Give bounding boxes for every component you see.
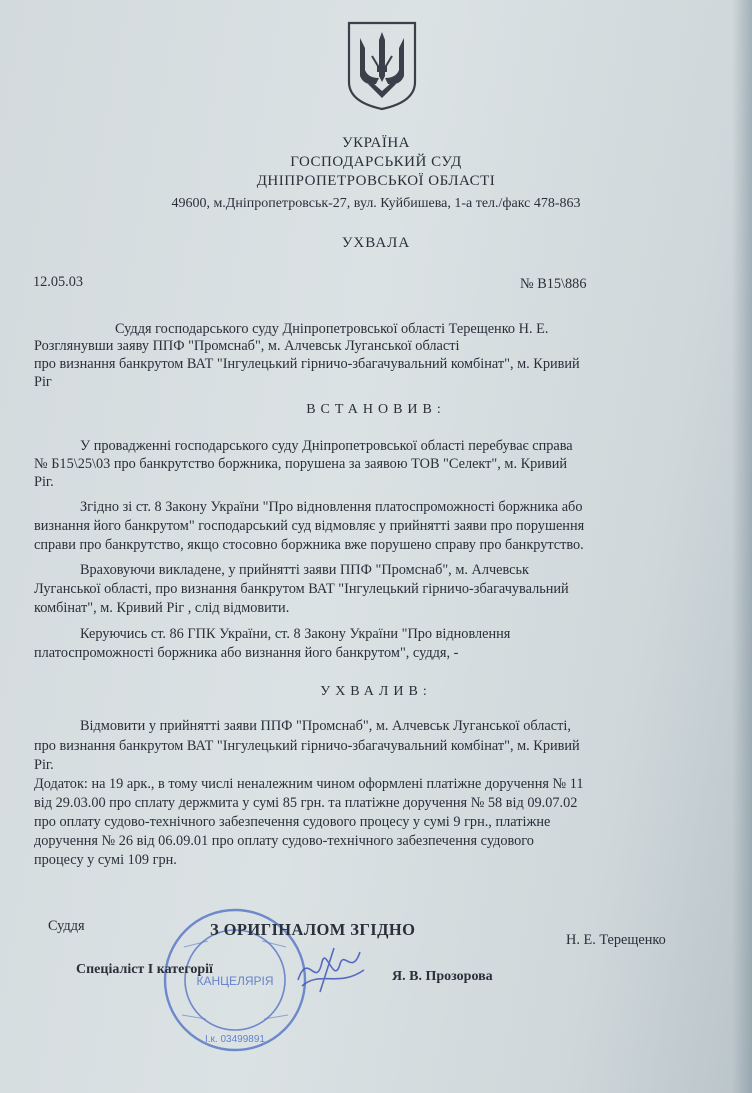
body-line: доручення № 26 від 06.09.01 про оплату судово-технічного забезпечення судового <box>34 833 534 849</box>
body-line: Ріг. <box>34 474 54 490</box>
body-line: Згідно зі ст. 8 Закону України "Про відновлення платоспроможності боржника або <box>80 499 583 515</box>
intro-line: Ріг <box>34 374 52 390</box>
heading-established: ВСТАНОВИВ: <box>306 402 446 417</box>
judge-label: Суддя <box>48 918 85 934</box>
body-line: Враховуючи викладене, у прийнятті заяви ППФ "Промснаб", м. Алчевськ <box>80 562 529 578</box>
document-title: УХВАЛА <box>341 235 411 251</box>
intro-line: Суддя господарського суду Дніпропетровської області Терещенко Н. Е. <box>115 321 549 337</box>
body-line: Відмовити у прийнятті заяви ППФ "Промснаб", м. Алчевськ Луганської області, <box>80 718 571 734</box>
signature-scribble <box>290 940 370 1000</box>
body-line: визнання його банкрутом" господарський суд відмовляє у прийнятті заяви про порушення <box>34 518 585 534</box>
specialist-name: Я. В. Прозорова <box>392 969 493 984</box>
document-date: 12.05.03 <box>33 274 84 290</box>
intro-line: про визнання банкрутом ВАТ "Інгулецький гірничо-збагачувальний комбінат", м. Кривий <box>34 356 580 372</box>
header-address: 49600, м.Дніпропетровськ-27, вул. Куйбишева, 1-а тел./факс 478-863 <box>171 196 581 211</box>
stamp-center-text: КАНЦЕЛЯРІЯ <box>196 974 274 988</box>
header-court: ГОСПОДАРСЬКИЙ СУД <box>290 154 462 170</box>
document-number: № В15\886 <box>520 276 587 292</box>
coat-of-arms-icon <box>346 20 418 112</box>
judge-name: Н. Е. Терещенко <box>566 932 666 948</box>
body-line: комбінат", м. Кривий Ріг , слід відмовити. <box>34 600 290 616</box>
header-region: ДНІПРОПЕТРОВСЬКОЇ ОБЛАСТІ <box>256 173 496 189</box>
specialist-label: Спеціаліст І категорії <box>76 962 213 977</box>
certified-stamp-text: З ОРИГІНАЛОМ ЗГІДНО <box>210 920 416 939</box>
body-line: про оплату судово-технічного забезпечення судового процесу у сумі 9 грн., платіжне <box>34 814 551 830</box>
body-line: Керуючись ст. 86 ГПК України, ст. 8 Закону України "Про відновлення <box>80 626 511 642</box>
intro-line: Розглянувши заяву ППФ "Промснаб", м. Алчевськ Луганської області <box>34 338 460 354</box>
header-country: УКРАЇНА <box>341 135 411 151</box>
body-line: від 29.03.00 про сплату держмита у сумі 85 грн. та платіжне доручення № 58 від 09.07.02 <box>34 795 578 811</box>
body-line: справи про банкрутство, якщо стосовно боржника вже порушено справу про банкрутство. <box>34 537 584 553</box>
body-line: Ріг. <box>34 757 54 773</box>
body-line: У провадженні господарського суду Дніпропетровської області перебуває справа <box>80 438 573 454</box>
body-line: про визнання банкрутом ВАТ "Інгулецький гірничо-збагачувальний комбінат", м. Кривий <box>34 738 580 754</box>
page-edge-shadow <box>732 0 752 1093</box>
body-line: процесу у сумі 109 грн. <box>34 852 177 868</box>
body-line: платоспроможності боржника або визнання його банкрутом", суддя, - <box>34 645 459 661</box>
stamp-code-text: І.к. 03499891 <box>205 1034 265 1045</box>
body-line: № Б15\25\03 про банкрутство боржника, порушена за заявою ТОВ "Селект", м. Кривий <box>34 456 567 472</box>
body-line: Луганської області, про визнання банкрутом ВАТ "Інгулецький гірничо-збагачувальний <box>34 581 569 597</box>
heading-resolved: УХВАЛИВ: <box>320 684 432 699</box>
body-line: Додаток: на 19 арк., в тому числі неналежним чином оформлені платіжне доручення № 11 <box>34 776 584 792</box>
